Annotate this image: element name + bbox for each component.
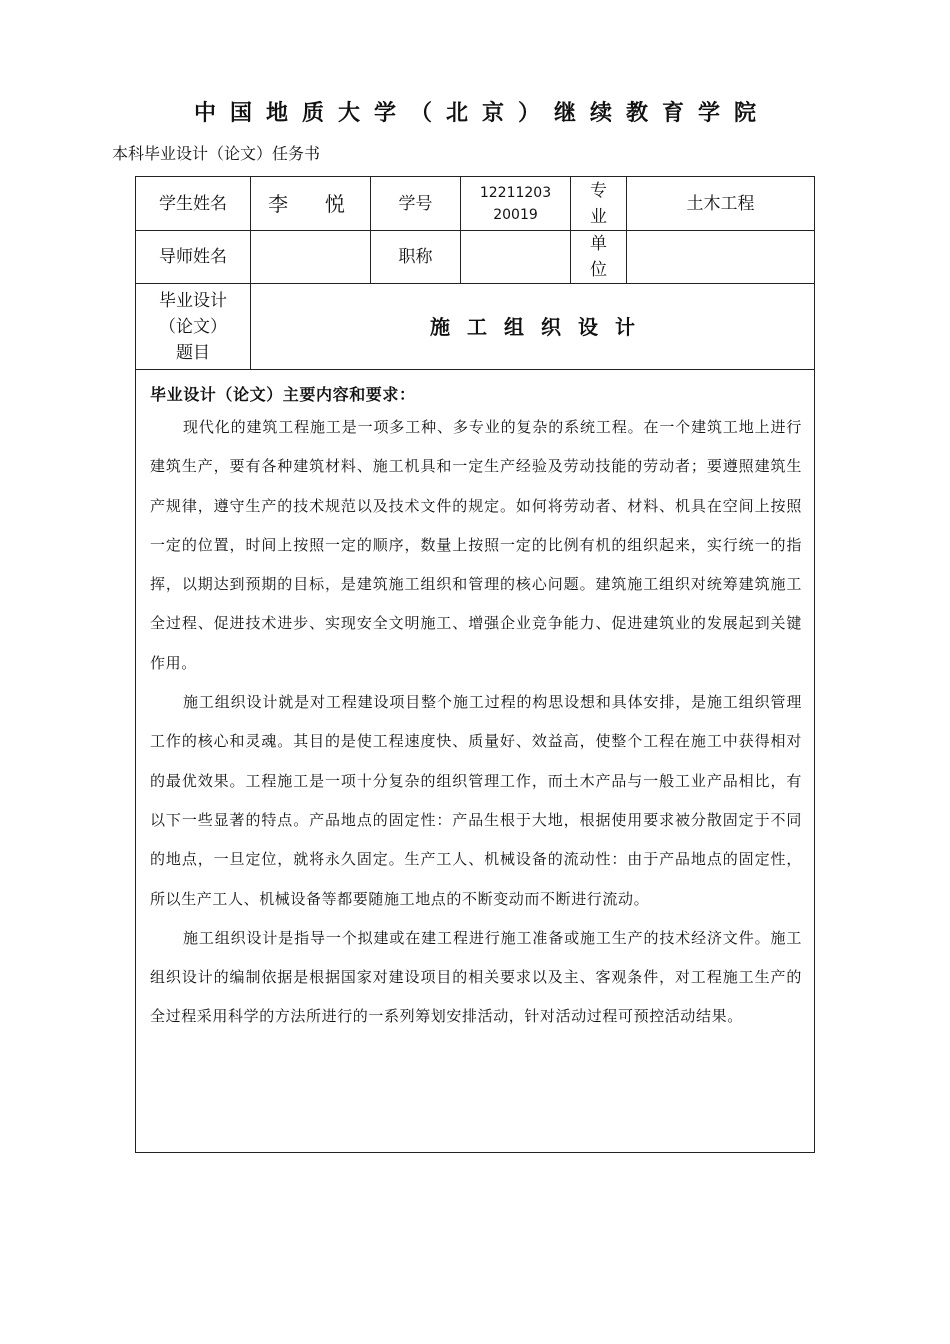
topic-label-line: 毕业设计 [159, 290, 227, 311]
student-id-label: 学号 [398, 193, 433, 214]
page-title: 中国地质大学（北京）继续教育学院 [193, 101, 770, 126]
student-name-value: 李 悦 [268, 191, 353, 216]
major-label [571, 177, 626, 230]
topic-label [136, 284, 250, 369]
student-id-value [461, 177, 570, 230]
major-value: 土木工程 [686, 193, 755, 214]
student-id-line: 20019 [493, 206, 538, 223]
content-paragraph: 施工组织设计是指导一个拟建或在建工程进行施工准备或施工生产的技术经济文件。施工组织设计的编制依据是根据国家对建设项目的相关要求以及主、客观条件，对工程施工生产的全过程采用科学的方法所进行的一系列筹划安排活动，针对活动过程可预控活动结果。 [150, 928, 802, 1026]
professional-title-value [461, 231, 570, 283]
advisor-label: 导师姓名 [159, 247, 227, 267]
content-heading: 毕业设计（论文）主要内容和要求： [150, 385, 416, 404]
student-id-line: 12211203 [479, 184, 552, 201]
content-paragraph: 施工组织设计就是对工程建设项目整个施工过程的构思设想和具体安排，是施工组织管理工作的核心和灵魂。其目的是使工程速度快、质量好、效益高，使整个工程在施工中获得相对的最优效果。工程施工是一项十分复杂的组织管理工作，而土木产品与一般工业产品相比，有以下一些显著的特点。产品地点的固定性：产品生根于大地，根据使用要求被分散固定于不同的地点，一旦定位，就将永久固定。生产工人、机械设备的流动性：由于产品地点的固定性，所以生产工人、机械设备等都要随施工地点的不断变动而不断进行流动。 [150, 693, 802, 908]
topic-value: 施工组织设计 [430, 314, 652, 339]
topic-label-line: （论文） [159, 316, 227, 337]
unit-label [571, 231, 626, 283]
document-subtitle: 本科毕业设计（论文）任务书 [112, 144, 321, 163]
student-name-label: 学生姓名 [159, 193, 227, 214]
content-section [150, 382, 802, 1037]
unit-label-char: 单 [590, 234, 607, 254]
professional-title-label: 职称 [398, 247, 433, 267]
unit-label-char: 位 [590, 260, 607, 280]
row-divider [136, 369, 814, 370]
major-label-char: 专 [590, 180, 607, 201]
major-label-char: 业 [590, 206, 607, 227]
content-paragraph: 现代化的建筑工程施工是一项多工种、多专业的复杂的系统工程。在一个建筑工地上进行建筑生产，要有各种建筑材料、施工机具和一定生产经验及劳动技能的劳动者；要遵照建筑生产规律，遵守生产的技术规范以及技术文件的规定。如何将劳动者、材料、机具在空间上按照一定的位置，时间上按照一定的顺序，数量上按照一定的比例有机的组织起来，实行统一的指挥，以期达到预期的目标，是建筑施工组织和管理的核心问题。建筑施工组织对统筹建筑施工全过程、促进技术进步、实现安全文明施工、增强企业竞争能力、促进建筑业的发展起到关键作用。 [150, 418, 802, 672]
topic-label-line: 题目 [176, 342, 210, 363]
unit-value [627, 231, 814, 283]
advisor-value [251, 231, 370, 283]
